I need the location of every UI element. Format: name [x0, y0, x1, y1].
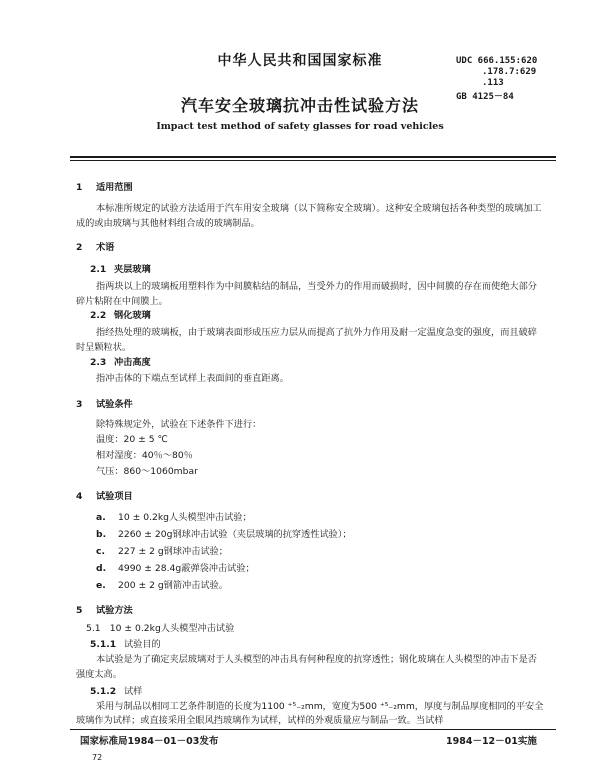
udc-code-line1: UDC 666.155:620 [456, 56, 538, 66]
test-item-letter: d. [96, 563, 107, 574]
section-1-number: 1 [76, 182, 83, 193]
standard-title-en: Impact test method of safety glasses for road vehicles [156, 121, 444, 132]
test-item-letter: a. [96, 512, 106, 523]
section-3-number: 3 [76, 399, 83, 410]
section-5-number: 5 [76, 605, 83, 616]
test-item-letter: b. [96, 529, 107, 540]
section-2-2-number: 2.2 [90, 310, 107, 321]
section-3-intro: 除特殊规定外，试验在下述条件下进行： [96, 419, 262, 430]
section-2-number: 2 [76, 242, 83, 253]
condition-humidity: 相对湿度：40％～80％ [96, 450, 193, 461]
section-4-title: 试验项目 [96, 491, 133, 502]
section-2-2-title: 钢化玻璃 [114, 310, 151, 321]
gb-code: GB 4125－84 [456, 92, 514, 102]
footer-rule [70, 729, 556, 730]
section-1-title: 适用范围 [96, 182, 133, 193]
section-5-1-2-text: 采用与制品以相同工艺条件制造的长度为1100 ⁺⁵₋₂mm，宽度为500 ⁺⁵₋₂mm，厚度与制品厚度相同的平安全玻璃作为试样；或直接采用全眼风挡玻璃作为试样，试样的外观质量应与制品一致。当试样 [76, 701, 544, 726]
udc-code-line3: .113 [482, 78, 504, 88]
section-5-title: 试验方法 [96, 605, 133, 616]
section-2-1-title: 夹层玻璃 [114, 264, 151, 275]
page-number: 72 [92, 753, 103, 762]
test-item-text: 10 ± 0.2kg人头模型冲击试验； [118, 512, 252, 523]
national-standard-heading: 中华人民共和国国家标准 [217, 53, 383, 69]
test-item-text: 4990 ± 28.4g霰弹袋冲击试验； [118, 563, 255, 574]
section-2-1-number: 2.1 [90, 264, 107, 275]
effective-date: 1984－12－01实施 [446, 736, 537, 747]
header-rule-thin [70, 160, 556, 161]
section-2-3-text: 指冲击体的下端点至试样上表面间的垂直距离。 [96, 373, 289, 384]
section-1-paragraph: 本标准所规定的试验方法适用于汽车用安全玻璃（以下简称安全玻璃）。这种安全玻璃包括各种类型的玻璃加工成的或由玻璃与其他材料组合成的玻璃制品。 [76, 203, 542, 229]
test-item-letter: e. [96, 580, 106, 591]
section-3-title: 试验条件 [96, 399, 133, 410]
section-5-1-2-title: 试样 [124, 686, 143, 697]
test-item-text: 227 ± 2 g钢球冲击试验； [118, 546, 228, 557]
test-item-text: 200 ± 2 g钢箭冲击试验。 [118, 580, 228, 591]
issue-date: 国家标准局1984－01－03发布 [80, 736, 219, 747]
test-item-letter: c. [96, 546, 105, 557]
condition-temperature: 温度：20 ± 5 ℃ [96, 434, 168, 445]
section-5-1-heading: 5.1 10 ± 0.2kg人头模型冲击试验 [86, 623, 235, 634]
section-2-3-title: 冲击高度 [114, 357, 151, 368]
section-4-number: 4 [76, 491, 83, 502]
section-5-1-1-title: 试验目的 [124, 639, 161, 650]
udc-code-line2: .178.7:629 [482, 67, 537, 77]
standard-title-cn: 汽车安全玻璃抗冲击性试验方法 [180, 96, 419, 115]
section-2-1-text: 指两块以上的玻璃板用塑料作为中间膜粘结的制品，当受外力的作用而破损时，因中间膜的存在而使绝大部分碎片粘附在中间膜上。 [76, 281, 537, 307]
section-2-title: 术语 [96, 242, 115, 253]
section-5-1-1-number: 5.1.1 [90, 639, 117, 650]
section-2-2-text: 指经热处理的玻璃板，由于玻璃表面形成压应力层从而提高了抗外力作用及耐一定温度急变的强度，而且破碎时呈颗粒状。 [76, 327, 537, 353]
section-2-3-number: 2.3 [90, 357, 107, 368]
section-5-1-1-text: 本试验是为了确定夹层玻璃对于人头模型的冲击具有何种程度的抗穿透性；钢化玻璃在人头模型的冲击下是否强度太高。 [76, 654, 537, 680]
condition-pressure: 气压：860～1060mbar [96, 466, 198, 477]
header-rule-thick [70, 156, 556, 158]
section-5-1-2-number: 5.1.2 [90, 686, 117, 697]
test-item-text: 2260 ± 20g钢球冲击试验（夹层玻璃的抗穿透性试验）； [118, 529, 352, 540]
